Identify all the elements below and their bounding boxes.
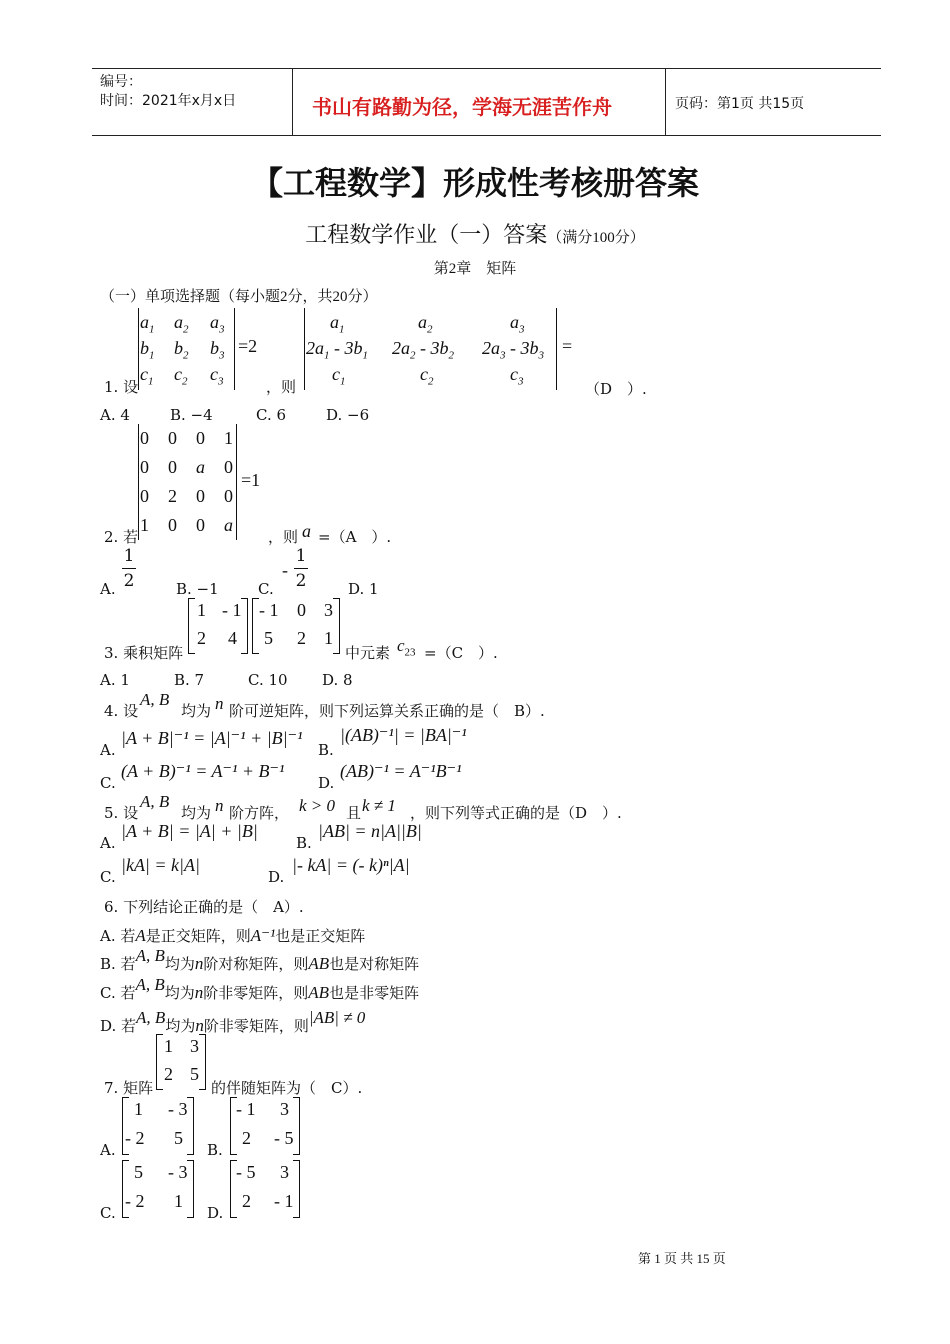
q6-a-post: 也是正交矩阵 <box>275 927 366 945</box>
q2-option-a: A. <box>100 580 116 598</box>
q6-c-mid: 阶非零矩阵，则 <box>203 984 309 1002</box>
header-bottom-rule <box>92 135 881 136</box>
q7-option-a: A. <box>100 1141 116 1159</box>
q5-expr-b: |AB| = n|A||B| <box>318 821 422 841</box>
header-top-rule <box>92 68 881 69</box>
q1-determinant-2: $a_1$ $a_2$ $a_3$ $2a_1 - 3b_1$ $2a_2 - 3b_2$ $2a_3 - 3b_3$ $c_1$ $c_2$ $c_3$ <box>304 308 556 390</box>
q4-option-d: D. <box>318 774 335 792</box>
q2-frac-num-a: 1 <box>123 546 135 566</box>
q6-b-junwei: 均为 <box>164 955 195 973</box>
q6-b-n: n <box>194 954 204 973</box>
q4-option-a: A. <box>100 741 116 759</box>
q7-option-d: D. <box>207 1204 224 1222</box>
q6-text: 6. 下列结论正确的是（ A）. <box>104 898 304 916</box>
q6-d-junwei: 均为 <box>165 1017 196 1035</box>
q6-d-vars: A, B <box>136 1008 166 1027</box>
q4-option-b: B. <box>318 741 334 759</box>
q5-mid1: 均为 <box>181 804 212 822</box>
q6-b-mid: 阶对称矩阵，则 <box>203 955 309 973</box>
q7-mid: 的伴随矩阵为（ C）. <box>211 1079 363 1097</box>
q2-prefix: 2. 若 <box>104 528 139 546</box>
q2-mid: ，则 <box>268 528 299 546</box>
q2-option-c-fraction <box>294 546 308 591</box>
q2-frac-den-a: 2 <box>123 571 135 591</box>
q1-prefix: 1. 设 <box>104 378 139 396</box>
q2-determinant: 0 0 0 1 0 0 a 0 0 2 0 0 1 0 0 a <box>138 424 236 540</box>
q2-option-c: C. <box>258 580 274 598</box>
q4-n: n <box>215 694 224 713</box>
q5-k1: k > 0 <box>299 796 336 815</box>
subtitle <box>0 218 950 249</box>
q4-option-c: C. <box>100 774 116 792</box>
section-heading: （一）单项选择题（每小题2分，共20分） <box>100 289 378 305</box>
q6-c-pre: C. 若 <box>100 984 136 1002</box>
q6-d-mid: 阶非零矩阵，则 <box>203 1017 309 1035</box>
q5-option-c: C. <box>100 868 116 886</box>
q6-option-d <box>100 1008 366 1036</box>
q7-option-b: B. <box>207 1141 223 1159</box>
q6-option-b <box>100 946 420 974</box>
subtitle-note: （满分100分） <box>547 230 645 246</box>
header-page-info: 页码：第1页 共15页 <box>675 96 805 112</box>
q2-frac-den-c: 2 <box>295 571 307 591</box>
header-date: 时间：2021年x月x日 <box>100 93 237 109</box>
q6-d-pre: D. 若 <box>100 1017 137 1035</box>
q3-option-a: A. 1 <box>100 671 130 689</box>
q5-vars: A, B <box>140 792 170 811</box>
q7-matrix-a: 1 - 3 - 2 5 <box>122 1097 194 1155</box>
q1-option-a: A. 4 <box>100 406 130 424</box>
q1-eq2: = <box>562 336 573 356</box>
q2-option-d: D. 1 <box>348 580 379 598</box>
q1-option-c: C. 6 <box>256 406 287 424</box>
header-code-label: 编号： <box>100 74 142 90</box>
q7-prefix: 7. 矩阵 <box>104 1079 154 1097</box>
q4-expr-d: (AB)⁻¹ = A⁻¹B⁻¹ <box>340 761 462 781</box>
q4-expr-a: |A + B|⁻¹ = |A|⁻¹ + |B|⁻¹ <box>121 728 303 748</box>
q3-elem: $c_{23}$ <box>397 636 416 659</box>
q2-option-c-neg: - <box>282 560 288 580</box>
q7-matrix-d: - 5 3 2 - 1 <box>230 1160 300 1218</box>
q1-option-b: B. −4 <box>170 406 213 424</box>
page-title: 【工程数学】形成性考核册答案 <box>250 164 699 202</box>
q1-eq: =2 <box>238 336 258 356</box>
q6-b-vars: A, B <box>135 946 165 965</box>
q3-option-d: D. 8 <box>322 671 353 689</box>
q3-answer: =（C ）. <box>424 644 498 662</box>
q6-a-var2: A⁻¹ <box>250 926 276 945</box>
q7-matrix: 1 3 2 5 <box>156 1034 206 1090</box>
q2-frac-num-c: 1 <box>295 546 307 566</box>
q2-option-b: B. −1 <box>176 580 219 598</box>
header-divider-right <box>665 68 666 135</box>
q6-b-post: 也是对称矩阵 <box>329 955 420 973</box>
q3-prefix: 3. 乘积矩阵 <box>104 644 184 662</box>
q1-answer: （D ）. <box>585 380 647 398</box>
q6-c-n: n <box>194 983 204 1002</box>
q5-n: n <box>215 796 224 815</box>
q1-option-d: D. −6 <box>326 406 370 424</box>
q2-answer: =（A ）. <box>318 528 392 546</box>
q5-option-d: D. <box>268 868 285 886</box>
q3-mid: 中元素 <box>345 644 391 662</box>
q6-b-pre: B. 若 <box>100 955 136 973</box>
q3-option-c: C. 10 <box>248 671 288 689</box>
q3-matrix-1: 1 - 1 2 4 <box>188 598 248 654</box>
q7-matrix-c: 5 - 3 - 2 1 <box>122 1160 194 1218</box>
q4-expr-b: |(AB)⁻¹| = |BA|⁻¹ <box>340 725 467 745</box>
q2-var: a <box>302 521 311 541</box>
q6-c-vars: A, B <box>135 975 165 994</box>
q6-d-expr: |AB| ≠ 0 <box>308 1008 366 1027</box>
chapter-heading: 第2章 矩阵 <box>433 261 517 277</box>
q5-expr-d: |- kA| = (- k)ⁿ|A| <box>292 855 410 875</box>
q5-prefix: 5. 设 <box>104 804 139 822</box>
q5-and: 且 <box>346 804 362 822</box>
q5-option-a: A. <box>100 834 116 852</box>
q4-mid2: 阶可逆矩阵，则下列运算关系正确的是（ B）. <box>229 702 545 720</box>
q2-eq: =1 <box>241 470 261 490</box>
q6-c-post: 也是非零矩阵 <box>329 984 420 1002</box>
q6-a-var: A <box>135 926 146 945</box>
q1-m1-a: a <box>140 312 149 332</box>
q7-option-c: C. <box>100 1204 116 1222</box>
q1-determinant-1: $a_1$ $a_2$ $a_3$ $b_1$ $b_2$ $b_3$ $c_1$ $c_2$ $c_3$ <box>138 308 234 390</box>
q6-d-n: n <box>195 1016 204 1035</box>
q5-mid2: 阶方阵， <box>229 804 290 822</box>
q6-a-mid: 是正交矩阵，则 <box>145 927 251 945</box>
q3-matrix-2: - 1 0 3 5 2 1 <box>252 598 340 654</box>
q5-k2: k ≠ 1 <box>362 796 396 815</box>
q2-option-a-fraction <box>122 546 136 591</box>
q6-option-a <box>100 925 365 946</box>
q6-c-junwei: 均为 <box>164 984 195 1002</box>
q5-expr-a: |A + B| = |A| + |B| <box>121 821 258 841</box>
q5-expr-c: |kA| = k|A| <box>121 855 200 875</box>
q4-prefix: 4. 设 <box>104 702 139 720</box>
q4-vars: A, B <box>140 690 170 709</box>
q7-matrix-b: - 1 3 2 - 5 <box>230 1097 300 1155</box>
q5-mid3: ，则下列等式正确的是（D ）. <box>410 804 622 822</box>
header-divider-left <box>292 68 293 135</box>
q6-b-ab: AB <box>308 954 330 973</box>
q6-option-c <box>100 975 420 1003</box>
page-footer: 第 1 页 共 15 页 <box>638 1251 726 1266</box>
q6-c-ab: AB <box>308 983 330 1002</box>
q5-option-b: B. <box>296 834 312 852</box>
subtitle-main: 工程数学作业（一）答案 <box>305 223 548 248</box>
q1-mid: ，则 <box>266 378 297 396</box>
q4-expr-c: (A + B)⁻¹ = A⁻¹ + B⁻¹ <box>121 761 285 781</box>
q6-a-pre: A. 若 <box>100 927 136 945</box>
header-motto: 书山有路勤为径，学海无涯苦作舟 <box>312 95 612 119</box>
q4-mid1: 均为 <box>181 702 212 720</box>
q3-option-b: B. 7 <box>174 671 205 689</box>
